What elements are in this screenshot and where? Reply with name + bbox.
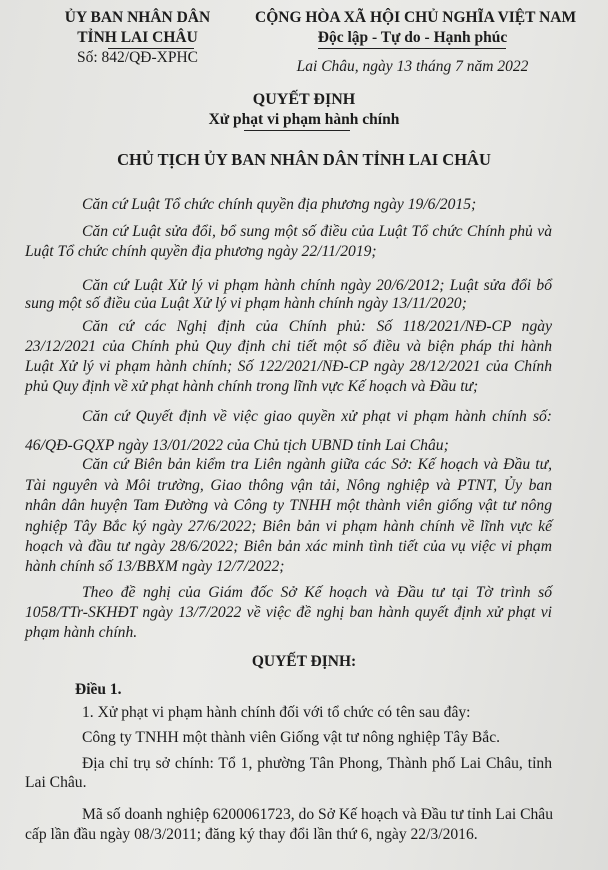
agency-province: TỈNH LAI CHÂU	[77, 29, 198, 46]
paragraph-line: Lai Châu.	[25, 774, 87, 791]
paragraph-line: hoạch và đầu tư ngày 28/6/2022; Biên bản xác minh tình tiết của vụ việc vi phạm	[25, 538, 552, 555]
paragraph-line: Luật Xử lý vi phạm hành chính; Số 122/2021/NĐ-CP ngày 28/12/2021 của Chính	[25, 358, 552, 375]
paragraph-line: Luật Tổ chức chính quyền địa phương ngày 22/11/2019;	[25, 243, 377, 260]
paragraph-line: Địa chỉ trụ sở chính: Tổ 1, phường Tân Phong, Thành phố Lai Châu, tỉnh	[82, 755, 552, 772]
agency-name: ỦY BAN NHÂN DÂN	[64, 9, 211, 26]
decision-heading: QUYẾT ĐỊNH:	[251, 653, 357, 670]
paragraph-line: phủ Quy định về xử phạt hành chính trong lĩnh vực Kế hoạch và Đầu tư;	[25, 378, 479, 395]
paragraph-line: Căn cứ Quyết định về việc giao quyền xử phạt vi phạm hành chính số:	[82, 408, 552, 425]
paragraph-line: nghiệp Tây Bắc ký ngày 27/6/2022; Biên bản vi phạm hành chính về lĩnh vực kế	[25, 518, 552, 535]
paragraph-line: sung một số điều của Luật Xử lý vi phạm hành chính ngày 13/11/2020;	[25, 295, 467, 312]
paragraph-line: Căn cứ Biên bản kiểm tra Liên ngành giữa các Sở: Kế hoạch và Đầu tư,	[82, 456, 552, 473]
subtitle-underline	[244, 130, 350, 131]
paragraph-line: Tài nguyên và Môi trường, Giao thông vận tải, Nông nghiệp và PTNT, Ủy ban	[25, 477, 552, 494]
paragraph-line: 1058/TTr-SKHĐT ngày 13/7/2022 về việc đề nghị ban hành quyết định xử phạt vi	[25, 604, 552, 621]
nation-title: CỘNG HÒA XÃ HỘI CHỦ NGHĨA VIỆT NAM	[255, 9, 577, 26]
paragraph-line: 46/QĐ-GQXP ngày 13/01/2022 của Chủ tịch UBND tỉnh Lai Châu;	[25, 437, 449, 454]
paragraph-line: cấp lần đầu ngày 08/3/2011; đăng ký thay đổi lần thứ 6, ngày 22/3/2016.	[25, 826, 478, 843]
article-1-heading: Điều 1.	[75, 681, 122, 698]
issuing-authority: CHỦ TỊCH ỦY BAN NHÂN DÂN TỈNH LAI CHÂU	[117, 150, 491, 169]
paragraph-line: Căn cứ các Nghị định của Chính phủ: Số 118/2021/NĐ-CP ngày	[82, 318, 552, 335]
paragraph-line: nhân dân huyện Tam Đường và Công ty TNHH một thành viên giống vật tư nông	[25, 497, 552, 514]
paragraph-line: 1. Xử phạt vi phạm hành chính đối với tổ chức có tên sau đây:	[82, 704, 471, 721]
document-title: QUYẾT ĐỊNH	[252, 91, 356, 108]
document-number: Số: 842/QĐ-XPHC	[76, 49, 198, 66]
paragraph-line: 23/12/2021 của Chính phủ Quy định chi tiết một số điều và biện pháp thi hành	[25, 338, 552, 355]
document-subtitle: Xử phạt vi phạm hành chính	[208, 111, 400, 128]
paragraph-line: Công ty TNHH một thành viên Giống vật tư nông nghiệp Tây Bắc.	[82, 729, 501, 746]
paragraph-line: Căn cứ Luật Xử lý vi phạm hành chính ngày 20/6/2012; Luật sửa đổi bổ	[82, 277, 552, 294]
paragraph-line: Căn cứ Luật Tổ chức chính quyền địa phương ngày 19/6/2015;	[82, 196, 477, 213]
national-motto: Độc lập - Tự do - Hạnh phúc	[317, 29, 508, 46]
paragraph-line: phạm hành chính.	[25, 624, 138, 641]
paragraph-line: Căn cứ Luật sửa đổi, bổ sung một số điều của Luật Tổ chức Chính phủ và	[82, 223, 552, 240]
paragraph-line: Theo đề nghị của Giám đốc Sở Kế hoạch và Đầu tư tại Tờ trình số	[82, 584, 552, 601]
paragraph-line: Mã số doanh nghiệp 6200061723, do Sở Kế hoạch và Đầu tư tỉnh Lai Châu	[82, 806, 554, 823]
paragraph-line: hành chính số 13/BBXM ngày 12/7/2022;	[25, 558, 285, 575]
place-date: Lai Châu, ngày 13 tháng 7 năm 2022	[296, 58, 529, 75]
motto-underline	[318, 48, 506, 49]
